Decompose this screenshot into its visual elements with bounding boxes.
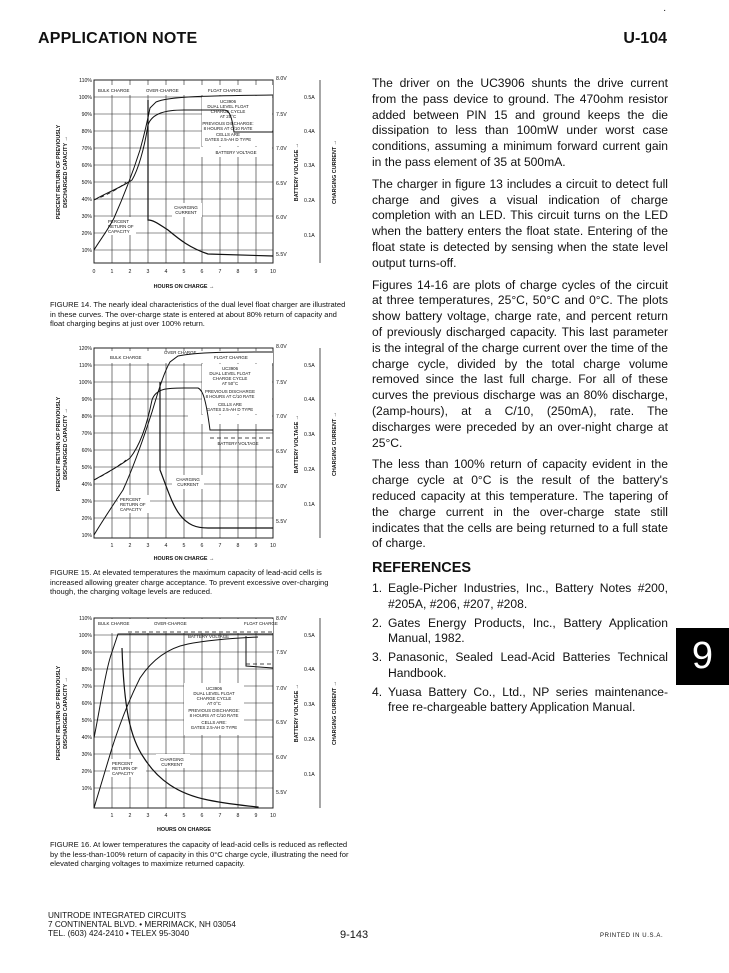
curr-tick: 0.4A (304, 397, 315, 403)
reference-text: Gates Energy Products, Inc., Battery Application Manual, 1982. (388, 615, 668, 646)
return-curve-label: PERCENT (120, 497, 141, 502)
cap-tick: 100% (78, 633, 92, 639)
volt-tick: 8.0V (276, 616, 287, 622)
note-line: 8 HOURS AT C/10 RATE (203, 126, 253, 131)
curr-tick: 0.2A (304, 198, 315, 204)
note-line: UC3906 (221, 366, 239, 371)
stage-bulk-label: BULK CHARGE (110, 355, 142, 360)
note-line: CELLS ARE (216, 132, 240, 137)
reference-number: 1. (372, 580, 383, 595)
note-line: GATES 2.5-AH D TYPE (206, 407, 254, 412)
curr-tick: 0.5A (304, 363, 315, 369)
stage-over-label: OVER CHARGE (164, 350, 197, 355)
x-tick: 9 (254, 543, 258, 549)
x-tick: 6 (200, 543, 204, 549)
volt-tick: 8.0V (276, 76, 287, 82)
voltage-curve-label: BATTERY VOLTAGE (217, 441, 259, 446)
curr-tick: 0.1A (304, 233, 315, 239)
note-line: UC3906 (205, 686, 223, 691)
cap-tick: 50% (81, 718, 92, 724)
reference-text: Yuasa Battery Co., Ltd., NP series maintenance-free re-chargeable battery Application Manual. (388, 684, 668, 715)
curr-tick: 0.1A (304, 502, 315, 508)
volt-tick: 6.0V (276, 755, 287, 761)
page-number: 9-143 (340, 929, 369, 941)
printed-note: PRINTED IN U.S.A. (600, 933, 664, 939)
note-line: 8 HOURS AT C/10 RATE (205, 394, 255, 399)
references-list (372, 581, 668, 716)
return-curve-label: RETURN OF (108, 224, 134, 229)
volt-tick: 5.5V (276, 252, 287, 258)
volt-tick: 7.0V (276, 686, 287, 692)
current-curve-label: CURRENT (177, 482, 199, 487)
voltage-curve-label: BATTERY VOLTAGE (215, 150, 257, 155)
cap-tick: 30% (81, 214, 92, 220)
note-line: PREVIOUS DISCHARGE: (202, 121, 254, 126)
y-axis-label: DISCHARGED CAPACITY → (63, 677, 69, 749)
cap-tick: 70% (81, 431, 92, 437)
volt-tick: 6.0V (276, 215, 287, 221)
x-tick: 6 (200, 269, 204, 275)
note-line: PREVIOUS DISCHARGE: (188, 708, 240, 713)
cap-tick: 90% (81, 397, 92, 403)
reference-item (372, 685, 668, 717)
cap-tick: 30% (81, 499, 92, 505)
x-tick: 2 (128, 813, 132, 819)
cap-tick: 20% (81, 769, 92, 775)
x-tick: 8 (236, 813, 240, 819)
reference-text: Panasonic, Sealed Lead-Acid Batteries Technical Handbook. (388, 650, 668, 680)
note-line: AT 25°C (219, 114, 237, 119)
cap-tick: 10% (81, 786, 92, 792)
current-curve-label: CURRENT (161, 762, 183, 767)
note-line: CELLS ARE (218, 402, 242, 407)
note-line: PREVIOUS DISCHARGE (204, 389, 256, 394)
stage-over-label: OVER-CHARGE (146, 88, 179, 93)
x-tick: 2 (128, 269, 132, 275)
note-line: AT 50°C (221, 381, 239, 386)
footer-phone: TEL. (603) 424-2410 • TELEX 95-3040 (48, 929, 190, 938)
note-line: CHARGE CYCLE (210, 109, 246, 114)
reference-item (372, 581, 668, 613)
return-curve-label: PERCENT (112, 761, 133, 766)
cap-tick: 10% (81, 248, 92, 254)
current-axis-label: CHARGING CURRENT → (332, 680, 338, 746)
note-line: CHARGE CYCLE (196, 696, 232, 701)
x-tick: 7 (218, 269, 222, 275)
current-curve-label: CHARGING (176, 477, 200, 482)
cap-tick: 80% (81, 414, 92, 420)
section-tab: 9 (676, 628, 729, 685)
figure-15-caption: FIGURE 15. At elevated temperatures the maximum capacity of lead-acid cells is increased allowing greater charge acceptance. To prevent excessive over-charging though, the charging voltage levels are reduced. (50, 568, 329, 597)
cap-tick: 110% (79, 363, 92, 369)
cap-tick: 40% (81, 735, 92, 741)
volt-tick: 6.0V (276, 484, 287, 490)
curr-tick: 0.2A (304, 737, 315, 743)
current-axis-label: CHARGING CURRENT → (332, 411, 338, 477)
footer-company: UNITRODE INTEGRATED CIRCUITS (48, 911, 187, 920)
reference-item (372, 650, 668, 682)
note-line: GATES 2.5-AH D TYPE (190, 725, 238, 730)
cap-tick: 80% (81, 129, 92, 135)
body-text-column (372, 76, 668, 719)
x-tick: 0 (92, 269, 96, 275)
note-line: DUAL LEVEL FLOAT (209, 371, 251, 376)
cap-tick: 100% (78, 95, 92, 101)
reference-number: 2. (372, 615, 383, 630)
curr-tick: 0.3A (304, 163, 315, 169)
cap-tick: 50% (81, 180, 92, 186)
paragraph: The less than 100% return of capacity evident in the charge cycle at 0°C is the result of the battery's reduced capacity at this temperature. The tapering of the charge current in the over-charge state still indicates that the cells are being returned to a full state of charge. (372, 457, 668, 551)
x-tick: 2 (128, 543, 132, 549)
x-tick: 1 (110, 269, 114, 275)
cap-tick: 30% (81, 752, 92, 758)
y-axis-label: PERCENT RETURN OF PREVIOUSLY (56, 665, 62, 761)
x-tick: 7 (218, 813, 222, 819)
y-axis-label: DISCHARGED CAPACITY → (63, 136, 69, 208)
cap-tick: 50% (81, 465, 92, 471)
volt-tick: 7.0V (276, 414, 287, 420)
corner-mark: · (663, 5, 667, 16)
voltage-axis-label: BATTERY VOLTAGE → (294, 142, 300, 202)
return-curve-label: PERCENT (108, 219, 129, 224)
cap-tick: 10% (81, 533, 92, 539)
x-tick: 8 (236, 543, 240, 549)
x-axis-label: HOURS ON CHARGE → (153, 556, 215, 562)
x-tick: 3 (146, 269, 150, 275)
cap-tick: 80% (81, 667, 92, 673)
cap-tick: 90% (81, 650, 92, 656)
stage-float-label: FLOAT CHARGE (244, 621, 278, 626)
x-tick: 1 (110, 543, 114, 549)
cap-tick: 40% (81, 197, 92, 203)
cap-tick: 70% (81, 146, 92, 152)
curr-tick: 0.2A (304, 467, 315, 473)
volt-tick: 5.5V (276, 790, 287, 796)
cap-tick: 60% (81, 701, 92, 707)
paragraph: The charger in figure 13 includes a circuit to detect full charge and gives a visual indication of charge completion with an LED. This circuit turns on the LED when the battery enters the float state. Entering of the float state is detected by sensing when the state level output turns-off. (372, 176, 668, 270)
x-tick: 3 (146, 813, 150, 819)
x-tick: 4 (164, 543, 168, 549)
return-curve-label: CAPACITY (120, 507, 142, 512)
curr-tick: 0.5A (304, 633, 315, 639)
stage-float-label: FLOAT CHARGE (214, 355, 248, 360)
cap-tick: 60% (81, 163, 92, 169)
figure-15-chart (48, 340, 348, 565)
cap-tick: 20% (81, 516, 92, 522)
x-tick: 10 (270, 813, 276, 819)
stage-bulk-label: BULK CHARGE (98, 88, 130, 93)
volt-tick: 7.0V (276, 146, 287, 152)
footer-address (48, 911, 236, 938)
cap-tick: 60% (81, 448, 92, 454)
curr-tick: 0.5A (304, 95, 315, 101)
return-curve-label: RETURN OF (112, 766, 138, 771)
volt-tick: 5.5V (276, 519, 287, 525)
reference-item (372, 616, 668, 648)
figure-16-chart (48, 608, 348, 838)
x-axis-label: HOURS ON CHARGE → (153, 284, 215, 290)
volt-tick: 6.5V (276, 449, 287, 455)
cap-tick: 120% (78, 346, 92, 352)
figure-14-chart (48, 70, 348, 295)
header-title: APPLICATION NOTE (38, 30, 198, 47)
volt-tick: 7.5V (276, 650, 287, 656)
cap-tick: 110% (79, 78, 92, 84)
note-line: UC3906 (219, 99, 237, 104)
voltage-axis-label: BATTERY VOLTAGE → (294, 683, 300, 743)
x-tick: 3 (146, 543, 150, 549)
stage-bulk-label: BULK CHARGE (98, 621, 130, 626)
x-tick: 4 (164, 813, 168, 819)
y-axis-label: DISCHARGED CAPACITY → (63, 408, 69, 480)
volt-tick: 7.5V (276, 112, 287, 118)
header-doc-number: U-104 (623, 30, 667, 47)
volt-tick: 6.5V (276, 720, 287, 726)
x-tick: 7 (218, 543, 222, 549)
volt-tick: 7.5V (276, 380, 287, 386)
volt-tick: 6.5V (276, 181, 287, 187)
return-curve-label: CAPACITY (108, 229, 130, 234)
current-curve-label: CHARGING (174, 205, 198, 210)
voltage-axis-label: BATTERY VOLTAGE → (294, 414, 300, 474)
current-curve-label: CHARGING (160, 757, 184, 762)
figure-14-caption: FIGURE 14. The nearly ideal characteristics of the dual level float charger are illustrated in these curves. The over-charge state is entered at about 80% return of capacity and float charging begins at just over 100% return. (50, 300, 346, 329)
x-tick: 10 (270, 269, 276, 275)
cap-tick: 70% (81, 684, 92, 690)
note-line: DUAL LEVEL FLOAT (207, 104, 249, 109)
volt-tick: 8.0V (276, 344, 287, 350)
figure-16-caption: FIGURE 16. At lower temperatures the capacity of lead-acid cells is reduced as reflected by the less-than-100% return of capacity in this 0°C charge cycle, illustrating the need for elevated charging voltages to maximize returned capacity. (50, 840, 349, 869)
x-tick: 10 (270, 543, 276, 549)
x-tick: 5 (182, 269, 186, 275)
paragraph: Figures 14-16 are plots of charge cycles of the circuit at three temperatures, 25°C, 50°C and 0°C. The plots show battery voltage, charge rate, and percent return of previously discharged capacity. This last parameter is the integral of the charge current over the time of the charge cycle, divided by the total charge volume removed since the last full charge. For all of these curves the previous discharge was an 80% discharge, (2amp-hours), at a C/10, (250mA), rate. The discharges were preceded by an over-night charge at 25°C. (372, 277, 668, 450)
reference-number: 4. (372, 684, 383, 699)
y-axis-label: PERCENT RETURN OF PREVIOUSLY (56, 124, 62, 220)
x-tick: 8 (236, 269, 240, 275)
curr-tick: 0.3A (304, 702, 315, 708)
x-tick: 4 (164, 269, 168, 275)
cap-tick: 110% (79, 616, 92, 622)
note-line: AT 0°C (207, 701, 221, 706)
x-tick: 5 (182, 543, 186, 549)
cap-tick: 100% (78, 380, 92, 386)
stage-over-label: OVER-CHARGE (154, 621, 187, 626)
cap-tick: 20% (81, 231, 92, 237)
y-axis-label: PERCENT RETURN OF PREVIOUSLY (56, 396, 62, 492)
x-tick: 1 (110, 813, 114, 819)
note-line: DUAL LEVEL FLOAT (193, 691, 235, 696)
return-curve-label: RETURN OF (120, 502, 146, 507)
paragraph: The driver on the UC3906 shunts the drive current from the pass device to ground. The 470ohm resistor added between PIN 15 and ground keeps the die dissipation to less than 100mW under worst case conditions, assuming a minimum forward current gain in the pass element of 35 at 500mA. (372, 76, 668, 169)
x-tick: 9 (254, 813, 258, 819)
curr-tick: 0.4A (304, 667, 315, 673)
note-line: CELLS ARE: (201, 720, 227, 725)
x-axis-label: HOURS ON CHARGE (157, 827, 211, 833)
return-curve-label: CAPACITY (112, 771, 134, 776)
references-heading: REFERENCES (372, 560, 472, 577)
note-line: CHARGE CYCLE (212, 376, 248, 381)
voltage-curve-label: BATTERY VOLTAGE (188, 634, 230, 639)
footer-street: 7 CONTINENTAL BLVD. • MERRIMACK, NH 03054 (48, 920, 236, 929)
reference-number: 3. (372, 650, 383, 665)
current-axis-label: CHARGING CURRENT → (332, 139, 338, 205)
cap-tick: 40% (81, 482, 92, 488)
x-tick: 9 (254, 269, 258, 275)
note-line: GATES 2.5-AH D TYPE (204, 137, 252, 142)
x-tick: 5 (182, 813, 186, 819)
note-line: 8 HOURS AT C/10 RATE (189, 713, 239, 718)
stage-float-label: FLOAT CHARGE (208, 88, 242, 93)
curr-tick: 0.3A (304, 432, 315, 438)
reference-text: Eagle-Picher Industries, Inc., Battery Notes #200, #205A, #206, #207, #208. (388, 580, 668, 611)
cap-tick: 90% (81, 112, 92, 118)
curr-tick: 0.1A (304, 772, 315, 778)
current-curve-label: CURRENT (175, 210, 197, 215)
x-tick: 6 (200, 813, 204, 819)
curr-tick: 0.4A (304, 129, 315, 135)
